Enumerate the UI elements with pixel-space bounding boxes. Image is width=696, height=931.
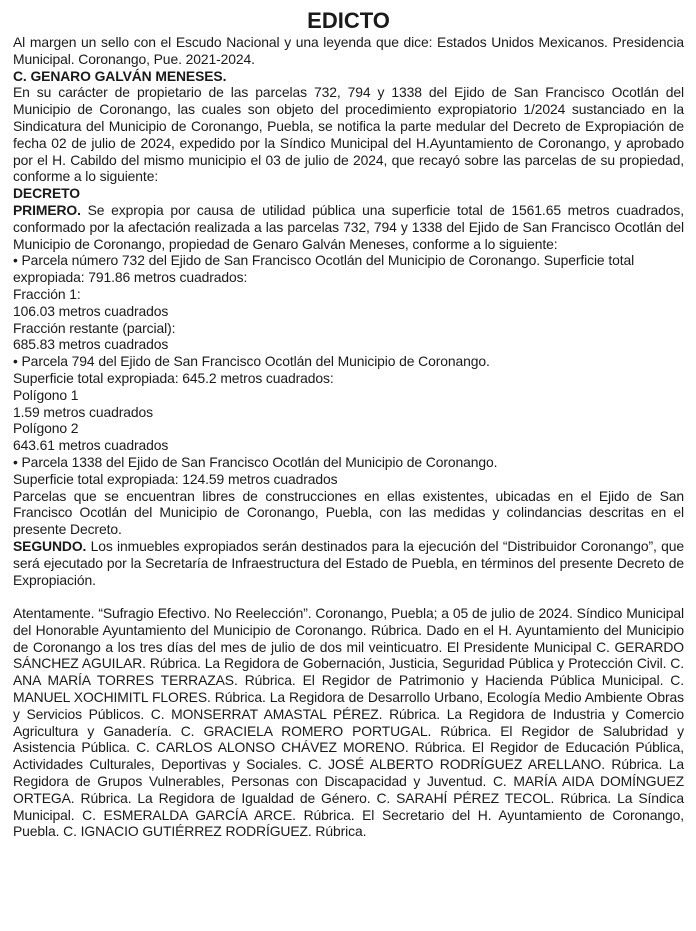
parcel-732-fraction-2-value: 685.83 metros cuadrados bbox=[13, 336, 169, 353]
parcel-732-line: • Parcela número 732 del Ejido de San Francisco Ocotlán del Municipio de Coronango. Superficie total expropiada: 791.86 metros cuadrados: bbox=[13, 252, 635, 286]
article-segundo-text: Los inmuebles expropiados serán destinados para la ejecución del “Distribuidor Coronango”, que será ejecutado por la Secretaría de Infraestructura del Estado de Puebla, en términos del presente Decreto de Expropiación. bbox=[13, 537, 684, 588]
article-segundo bbox=[13, 538, 684, 588]
seal-note: Al margen un sello con el Escudo Nacional y una leyenda que dice: Estados Unidos Mexicanos. Presidencia Municipal. Coronango, Pue. 2021-2024. bbox=[13, 34, 684, 67]
parcel-794-line: • Parcela 794 del Ejido de San Francisco Ocotlán del Municipio de Coronango. bbox=[13, 353, 490, 370]
article-primero-text: Se expropia por causa de utilidad pública una superficie total de 1561.65 metros cuadrados, conformado por la afectación realizada a las parcelas 732, 794 y 1338 del Ejido de San Francisco Ocotlán del Municipio de Coronango, propiedad de Genaro Galván Meneses, conforme a lo siguiente: bbox=[13, 201, 684, 252]
decree-heading: DECRETO bbox=[13, 185, 80, 202]
parcel-794-total: Superficie total expropiada: 645.2 metros cuadrados: bbox=[13, 369, 334, 386]
parcel-732-fraction-1-label: Fracción 1: bbox=[13, 285, 81, 302]
parcels-free-paragraph: Parcelas que se encuentran libres de construcciones en ellas existentes, ubicadas en el Ejido de San Francisco Ocotlán del Municipio de Coronango, Puebla, con las medidas y colindancias descritas en el presente Decreto. bbox=[13, 487, 684, 538]
document-title: EDICTO bbox=[307, 8, 390, 33]
parcel-794-polygon-1-value: 1.59 metros cuadrados bbox=[13, 403, 153, 420]
parcel-732-fraction-2-label: Fracción restante (parcial): bbox=[13, 319, 176, 336]
edict-document bbox=[13, 8, 684, 840]
paragraph-gap bbox=[13, 588, 684, 605]
parcel-794-polygon-2-value: 643.61 metros cuadrados bbox=[13, 437, 169, 454]
addressee: C. GENARO GALVÁN MENESES. bbox=[13, 67, 227, 84]
parcel-794-polygon-1-label: Polígono 1 bbox=[13, 386, 79, 403]
intro-paragraph: En su carácter de propietario de las parcelas 732, 794 y 1338 del Ejido de San Francisco Ocotlán del Municipio de Coronango, las cuales son objeto del procedimiento expropiatorio 1/2024 sustanciado en la Sindicatura del Municipio de Coronango, Puebla, se notifica la parte medular del Decreto de Expropiación de fecha 02 de julio de 2024, expedido por la Síndico Municipal del H.Ayuntamiento de Coronango, y aprobado por el H. Cabildo del mismo municipio el 03 de julio de 2024, que recayó sobre las parcelas de su propiedad, conforme a lo siguiente: bbox=[13, 84, 684, 185]
parcel-794-polygon-2-label: Polígono 2 bbox=[13, 420, 79, 437]
closing-signatures: Atentamente. “Sufragio Efectivo. No Reelección”. Coronango, Puebla; a 05 de julio de 2024. Síndico Municipal del Honorable Ayuntamiento del Municipio de Coronango. Rúbrica. Dado en el H. Ayuntamiento del Municipio de Coronango a los tres días del mes de julio de dos mil veinticuatro. El Presidente Municipal C. GERARDO SÁNCHEZ AGUILAR. Rúbrica. La Regidora de Gobernación, Justicia, Seguridad Pública y Protección Civil. C. ANA MARÍA TORRES TERRAZAS. Rúbrica. El Regidor de Patrimonio y Hacienda Pública Municipal. C. MANUEL XOCHIMITL FLORES. Rúbrica. La Regidora de Desarrollo Urbano, Ecología Medio Ambiente Obras y Servicios Públicos. C. MONSERRAT AMASTAL PÉREZ. Rúbrica. La Regidora de Industria y Comercio Agricultura y Ganadería. C. GRACIELA ROMERO PORTUGAL. Rúbrica. El Regidor de Salubridad y Asistencia Pública. C. CARLOS ALONSO CHÁVEZ MORENO. Rúbrica. El Regidor de Educación Pública, Actividades Culturales, Deportivas y Sociales. C. JOSÉ ALBERTO RODRÍGUEZ ARELLANO. Rúbrica. La Regidora de Grupos Vulnerables, Personas con Discapacidad y Juventud. C. MARÍA AIDA DOMÍNGUEZ ORTEGA. Rúbrica. La Regidora de Igualdad de Género. C. SARAHÍ PÉREZ TECOL. Rúbrica. La Síndica Municipal. C. ESMERALDA GARCÍA ARCE. Rúbrica. El Secretario del H. Ayuntamiento de Coronango, Puebla. C. IGNACIO GUTIÉRREZ RODRÍGUEZ. Rúbrica. bbox=[13, 605, 684, 840]
parcel-732-fraction-1-value: 106.03 metros cuadrados bbox=[13, 302, 169, 319]
article-primero bbox=[13, 202, 684, 252]
parcel-1338-total: Superficie total expropiada: 124.59 metros cuadrados bbox=[13, 470, 338, 487]
article-primero-label: PRIMERO. bbox=[13, 201, 81, 218]
parcel-1338-line: • Parcela 1338 del Ejido de San Francisco Ocotlán del Municipio de Coronango. bbox=[13, 453, 498, 470]
article-segundo-label: SEGUNDO. bbox=[13, 537, 87, 554]
